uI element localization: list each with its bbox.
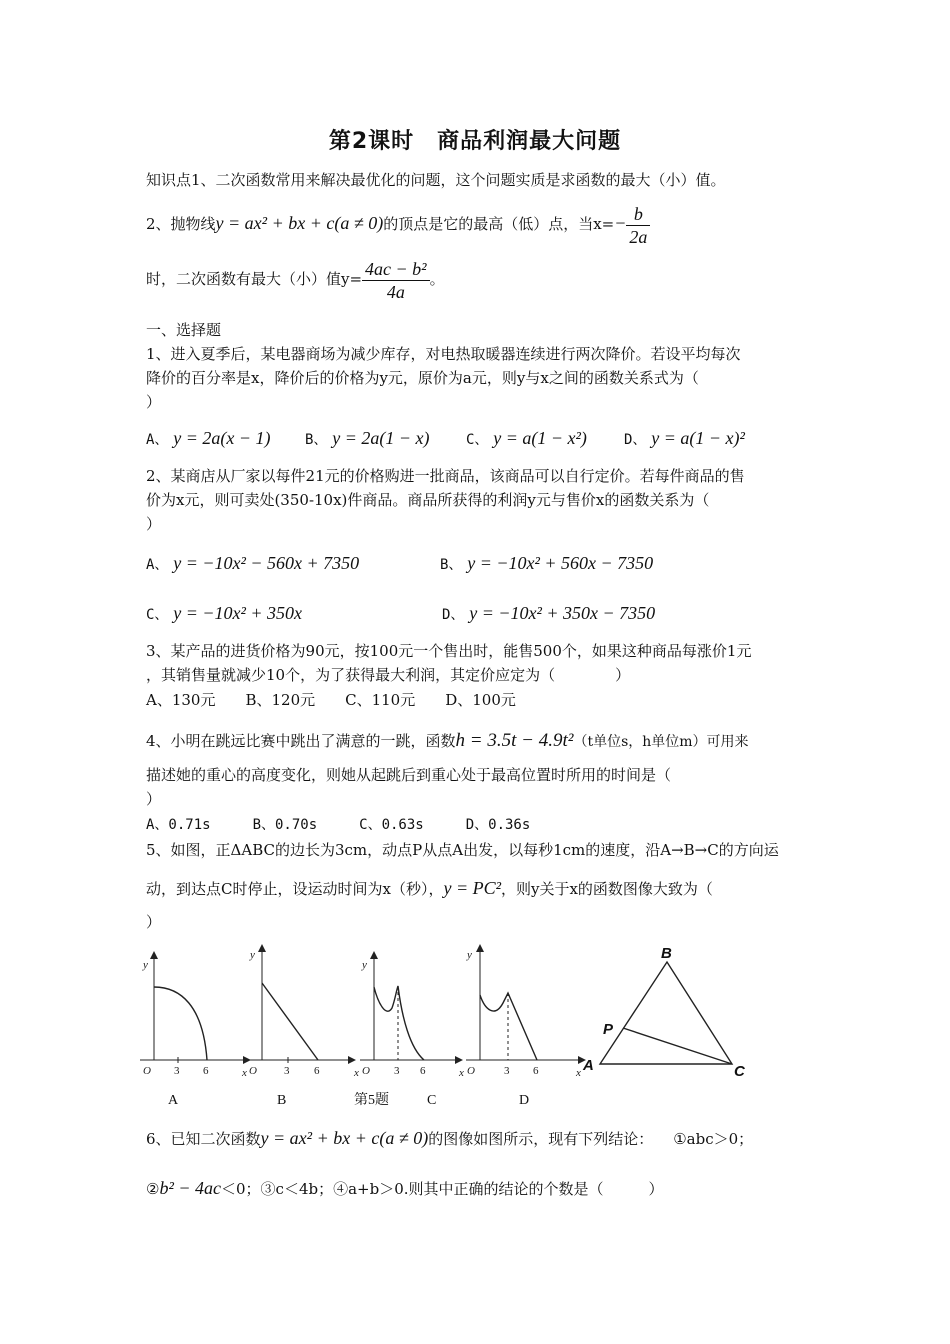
kp2-mid: 的顶点是它的最高（低）点，当x= — [383, 215, 615, 233]
q1-c-formula: y = a(1 − x²) — [493, 428, 587, 448]
graph-a-x-label: x — [242, 1067, 247, 1079]
graph-b-origin: O — [249, 1065, 257, 1077]
q1-b-formula: y = 2a(1 − x) — [332, 428, 430, 448]
q2-c-formula: y = −10x² + 350x — [173, 603, 303, 623]
graph-d-y-label: y — [467, 949, 472, 961]
q2-b-label: B、 — [440, 557, 463, 573]
q2-b-formula: y = −10x² + 560x − 7350 — [467, 553, 654, 573]
q6-formula: y = ax² + bx + c(a ≠ 0) — [260, 1128, 429, 1148]
graph-d — [466, 945, 585, 1060]
q4-line3: ） — [146, 790, 162, 808]
q4-line2: 描述她的重心的高度变化，则她从起跳后到重心处于最高位置时所用的时间是（ — [146, 766, 672, 784]
q3-options: A、130元 B、120元 C、110元 D、100元 — [146, 691, 516, 709]
q2-line3: ） — [146, 515, 162, 533]
q1-d-formula: y = a(1 − x)² — [651, 428, 745, 448]
q1-a-formula: y = 2a(x − 1) — [173, 428, 271, 448]
q3-line2: ，其销售量就减少10个，为了获得最大利润，其定价应定为（ ） — [146, 666, 631, 684]
triangle-outline — [600, 962, 732, 1064]
q4-options: A、0.71s B、0.70s C、0.63s D、0.36s — [146, 817, 531, 833]
graph-a-curve — [154, 987, 207, 1060]
q5-line3: ） — [146, 913, 162, 931]
graph-b-tick6-label: 6 — [314, 1065, 320, 1077]
graph-d-x-label: x — [576, 1067, 581, 1079]
q2-d-formula: y = −10x² + 350x − 7350 — [469, 603, 656, 623]
knowledge-point-1: 知识点1、二次函数常用来解决最优化的问题，这个问题实质是求函数的最大（小）值。 — [146, 171, 726, 189]
kp2-frac-den: 2a — [629, 226, 648, 247]
graph-d-tick6-label: 6 — [533, 1065, 539, 1077]
q1-b-label: B、 — [305, 432, 328, 448]
graph-b-line — [262, 983, 318, 1060]
q5-suffix: ，则y关于x的函数图像大致为（ — [501, 880, 713, 898]
graph-a-tick3-label: 3 — [174, 1065, 180, 1077]
q1-line1: 1、进入夏季后，某电器商场为减少库存，对电热取暖器连续进行两次降价。若设平均每次 — [146, 345, 741, 363]
q6-line2 — [146, 1176, 664, 1201]
q1-line2: 降价的百分率是x，降价后的价格为y元，原价为a元，则y与x之间的函数关系式为（ — [146, 369, 699, 387]
q2-line1: 2、某商店从厂家以每件21元的价格购进一批商品，该商品可以自行定价。若每件商品的售 — [146, 467, 745, 485]
q4-formula: h = 3.5t − 4.9t² — [455, 730, 574, 751]
page-title: 第2课时 商品利润最大问题 — [328, 129, 622, 154]
graph-c-tick3-label: 3 — [394, 1065, 400, 1077]
q3-line1: 3、某产品的进货价格为90元，按100元一个售出时，能售500个，如果这种商品每涨价1元 — [146, 642, 752, 660]
graph-a — [140, 952, 250, 1063]
triangle-label-p: P — [603, 1021, 614, 1038]
graph-caption-c: C — [427, 1093, 437, 1108]
q1-c-label: C、 — [466, 432, 489, 448]
q2-a-label: A、 — [146, 557, 169, 573]
triangle-abc — [600, 962, 732, 1064]
kp2-minus: − — [614, 213, 627, 233]
q6-c2-formula: b² − 4ac — [159, 1178, 221, 1198]
graph-caption-d: D — [519, 1093, 530, 1108]
q2-line2: 价为x元，则可卖处(350-10x)件商品。商品所获得的利润y元与售价x的函数关系为（ — [146, 491, 710, 509]
graph-b-y-label: y — [250, 949, 255, 961]
q6-c2-prefix: ② — [146, 1180, 160, 1198]
graph-a-y-label: y — [143, 959, 148, 971]
q6-c2-suffix: ＜0；③c＜4b；④a+b＞0.则其中正确的结论的个数是（ ） — [221, 1180, 664, 1198]
graph-caption-b: B — [277, 1093, 287, 1108]
q6-prefix: 6、已知二次函数 — [146, 1130, 261, 1148]
q5-line1: 5、如图，正ΔABC的边长为3cm，动点P从点A出发，以每秒1cm的速度，沿A→B→C的方向运 — [146, 841, 779, 859]
kp2-frac-num: b — [626, 203, 650, 226]
graph-c-tick6-label: 6 — [420, 1065, 426, 1077]
q4-suffix: （t单位s，h单位m）可用来 — [573, 734, 749, 750]
graph-c — [360, 952, 462, 1060]
q6-suffix: 的图像如图所示，现有下列结论： — [428, 1130, 654, 1148]
graph-d-origin: O — [467, 1065, 475, 1077]
kp3-frac-num: 4ac − b² — [362, 258, 430, 281]
kp3-suffix: 。 — [429, 270, 445, 288]
section-heading: 一、选择题 — [146, 321, 222, 339]
q1-d-label: D、 — [624, 432, 647, 448]
q6-conclusion-1: ①abc＞0； — [673, 1130, 754, 1148]
q4-prefix: 4、小明在跳远比赛中跳出了满意的一跳，函数 — [146, 732, 456, 750]
graph-c-curve — [374, 986, 424, 1060]
kp2-formula: y = ax² + bx + c(a ≠ 0) — [215, 213, 384, 233]
graph-b-x-label: x — [354, 1067, 359, 1079]
graph-d-tick3-label: 3 — [504, 1065, 510, 1077]
graph-b — [248, 945, 355, 1063]
q2-c-label: C、 — [146, 607, 169, 623]
triangle-label-a: A — [583, 1057, 594, 1074]
graph-c-origin: O — [362, 1065, 370, 1077]
graph-c-y-label: y — [362, 959, 367, 971]
triangle-label-b: B — [661, 945, 672, 962]
kp3-prefix: 时，二次函数有最大（小）值y= — [146, 270, 363, 288]
graph-a-tick6-label: 6 — [203, 1065, 209, 1077]
q5-prefix: 动，到达点C时停止，设运动时间为x（秒）， — [146, 880, 444, 898]
figure-caption: 第5题 — [354, 1093, 389, 1108]
kp2-prefix: 2、抛物线 — [146, 215, 216, 233]
graph-caption-a: A — [168, 1093, 179, 1108]
q6-line1 — [146, 1126, 753, 1151]
q1-a-label: A、 — [146, 432, 169, 448]
kp3-frac-den: 4a — [386, 281, 405, 302]
graph-a-origin: O — [143, 1065, 151, 1077]
q5-formula: y = PC² — [443, 878, 501, 898]
q2-d-label: D、 — [442, 607, 465, 623]
q1-line3: ） — [146, 393, 162, 411]
q2-a-formula: y = −10x² − 560x + 7350 — [173, 553, 360, 573]
graph-c-x-label: x — [459, 1067, 464, 1079]
graph-b-tick3-label: 3 — [284, 1065, 290, 1077]
triangle-label-c: C — [734, 1063, 745, 1080]
segment-pc — [623, 1028, 732, 1064]
